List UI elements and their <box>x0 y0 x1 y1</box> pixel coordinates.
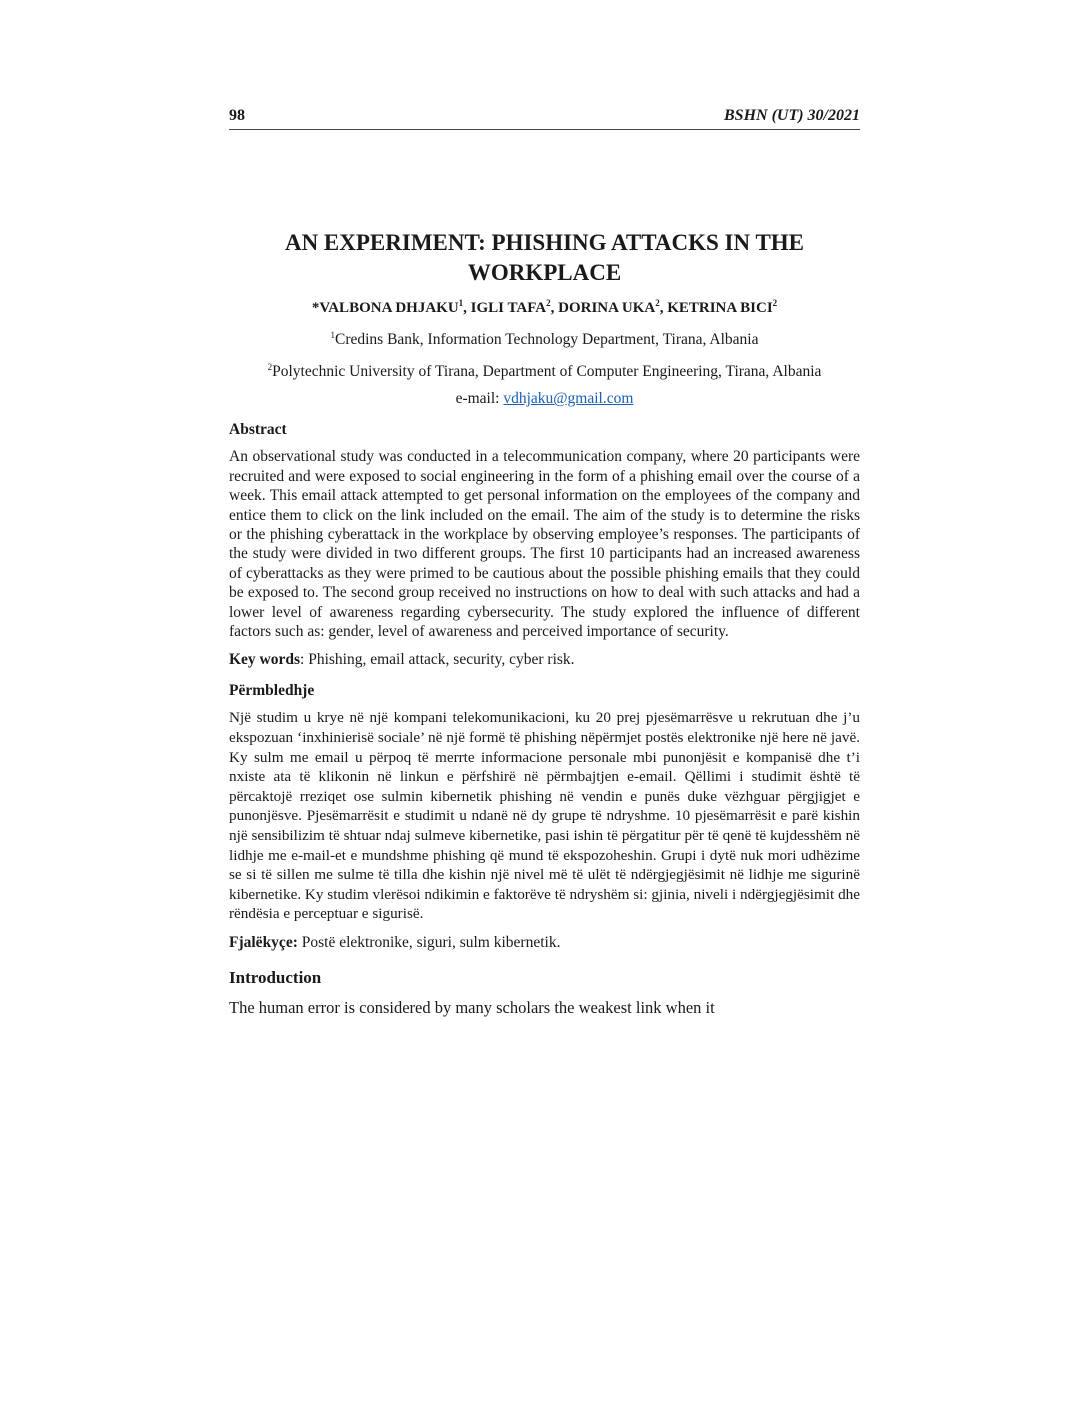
author-affiliation-mark: 2 <box>655 298 660 308</box>
affiliation-1 <box>229 326 860 349</box>
author-name: DORINA UKA <box>558 300 656 316</box>
paper-body <box>229 228 860 1018</box>
keywords <box>229 651 860 669</box>
page-number: 98 <box>229 107 245 124</box>
sq-keywords-label: Fjalëkyçe: <box>229 933 298 951</box>
introduction-text: The human error is considered by many scholars the weakest link when it <box>229 997 715 1017</box>
email-link[interactable]: vdhjaku@gmail.com <box>503 390 634 408</box>
affiliation-text: Polytechnic University of Tirana, Department of Computer Engineering, Tirana, Albania <box>272 363 822 381</box>
running-header <box>229 107 860 130</box>
author-affiliation-mark: 2 <box>546 298 551 308</box>
abstract-heading: Abstract <box>229 421 287 439</box>
keywords-label: Key words <box>229 651 301 669</box>
summary-text: Një studim u krye në një kompani telekomunikacioni, ku 20 prej pjesëmarrësve u rekrutuan dhe j’u ekspozuan ‘inxhinierisë sociale’ në një formë të phishing nëpërmjet postës elektronike një here në javë. Ky sulm me email u përpoq të merrte informacione personale mbi punonjësit e kompanisë dhe t’i nxiste ata të klikonin në linkun e përfshirë në përmbajtjen e-email. Qëllimi i studimit është të përcaktojë rreziqet ose sulmin kibernetik phishing në vendin e punës duke vëzhguar përgjigjet e punonjësve. Pjesëmarrësit e studimit u ndanë në dy grupe të ndryshme. 10 pjesëmarrësit e parë kishin një sensibilizim të shtuar ndaj sulmeve kibernetike, pasi ishin të përgatitur për të qenë të kujdesshëm në lidhje me e-mail-et e mundshme phishing që mund të ekspozoheshin. Grupi i dytë nuk mori udhëzime se si të sillen me sulme të tilla dhe kishin një nivel më të ulët të ndërgjegjësimit në lidhje me sigurinë kibernetike. Ky studim vlerësoi ndikimin e faktorëve të ndryshëm si: gjinia, niveli i ndërgjegjësimit dhe rëndësia e perceptuar e sigurisë. <box>229 709 860 923</box>
sq-keywords <box>229 934 860 952</box>
summary-heading: Përmbledhje <box>229 682 315 700</box>
sq-keywords-text: Postë elektronike, siguri, sulm kibernetik. <box>297 933 561 951</box>
affiliation-text: Credins Bank, Information Technology Department, Tirana, Albania <box>334 331 759 349</box>
affiliation-mark: 2 <box>267 362 273 373</box>
affiliation-2 <box>229 358 860 381</box>
keywords-text: : Phishing, email attack, security, cyber risk. <box>300 651 575 669</box>
author-name: IGLI TAFA <box>470 300 547 316</box>
author-name: KETRINA BICI <box>667 300 773 316</box>
abstract-text: An observational study was conducted in a telecommunication company, where 20 participants were recruited and were exposed to social engineering in the form of a phishing email over the course of a week. This email attack attempted to get personal information on the employees of the company and entice them to click on the link included on the email. The aim of the study is to determine the risks or the phishing cyberattack in the workplace by observing employee’s responses. The participants of the study were divided in two different groups. The first 10 participants had an increased awareness of cyberattacks as they were primed to be cautious about the possible phishing emails that they could be exposed to. The second group received no instructions on how to deal with such attacks and had a lower level of awareness regarding cybersecurity. The study explored the influence of different factors such as: gender, level of awareness and perceived importance of security. <box>229 448 860 640</box>
affiliation-mark: 1 <box>330 330 335 340</box>
author-affiliation-mark: 1 <box>458 298 464 308</box>
author-name: *VALBONA DHJAKU <box>311 300 459 316</box>
email-label: e-mail: <box>455 390 500 408</box>
author-affiliation-mark: 2 <box>772 298 778 308</box>
author-list: *VALBONA DHJAKU$^1$, IGLI TAFA$^2$, DORINA UKA$^2$, KETRINA BICI$^2$ <box>311 298 778 316</box>
paper-title: AN EXPERIMENT: PHISHING ATTACKS IN THE WORKPLACE <box>284 230 805 285</box>
contact-email <box>229 390 860 408</box>
introduction-heading: Introduction <box>229 967 322 987</box>
journal-reference: BSHN (UT) 30/2021 <box>724 107 860 124</box>
